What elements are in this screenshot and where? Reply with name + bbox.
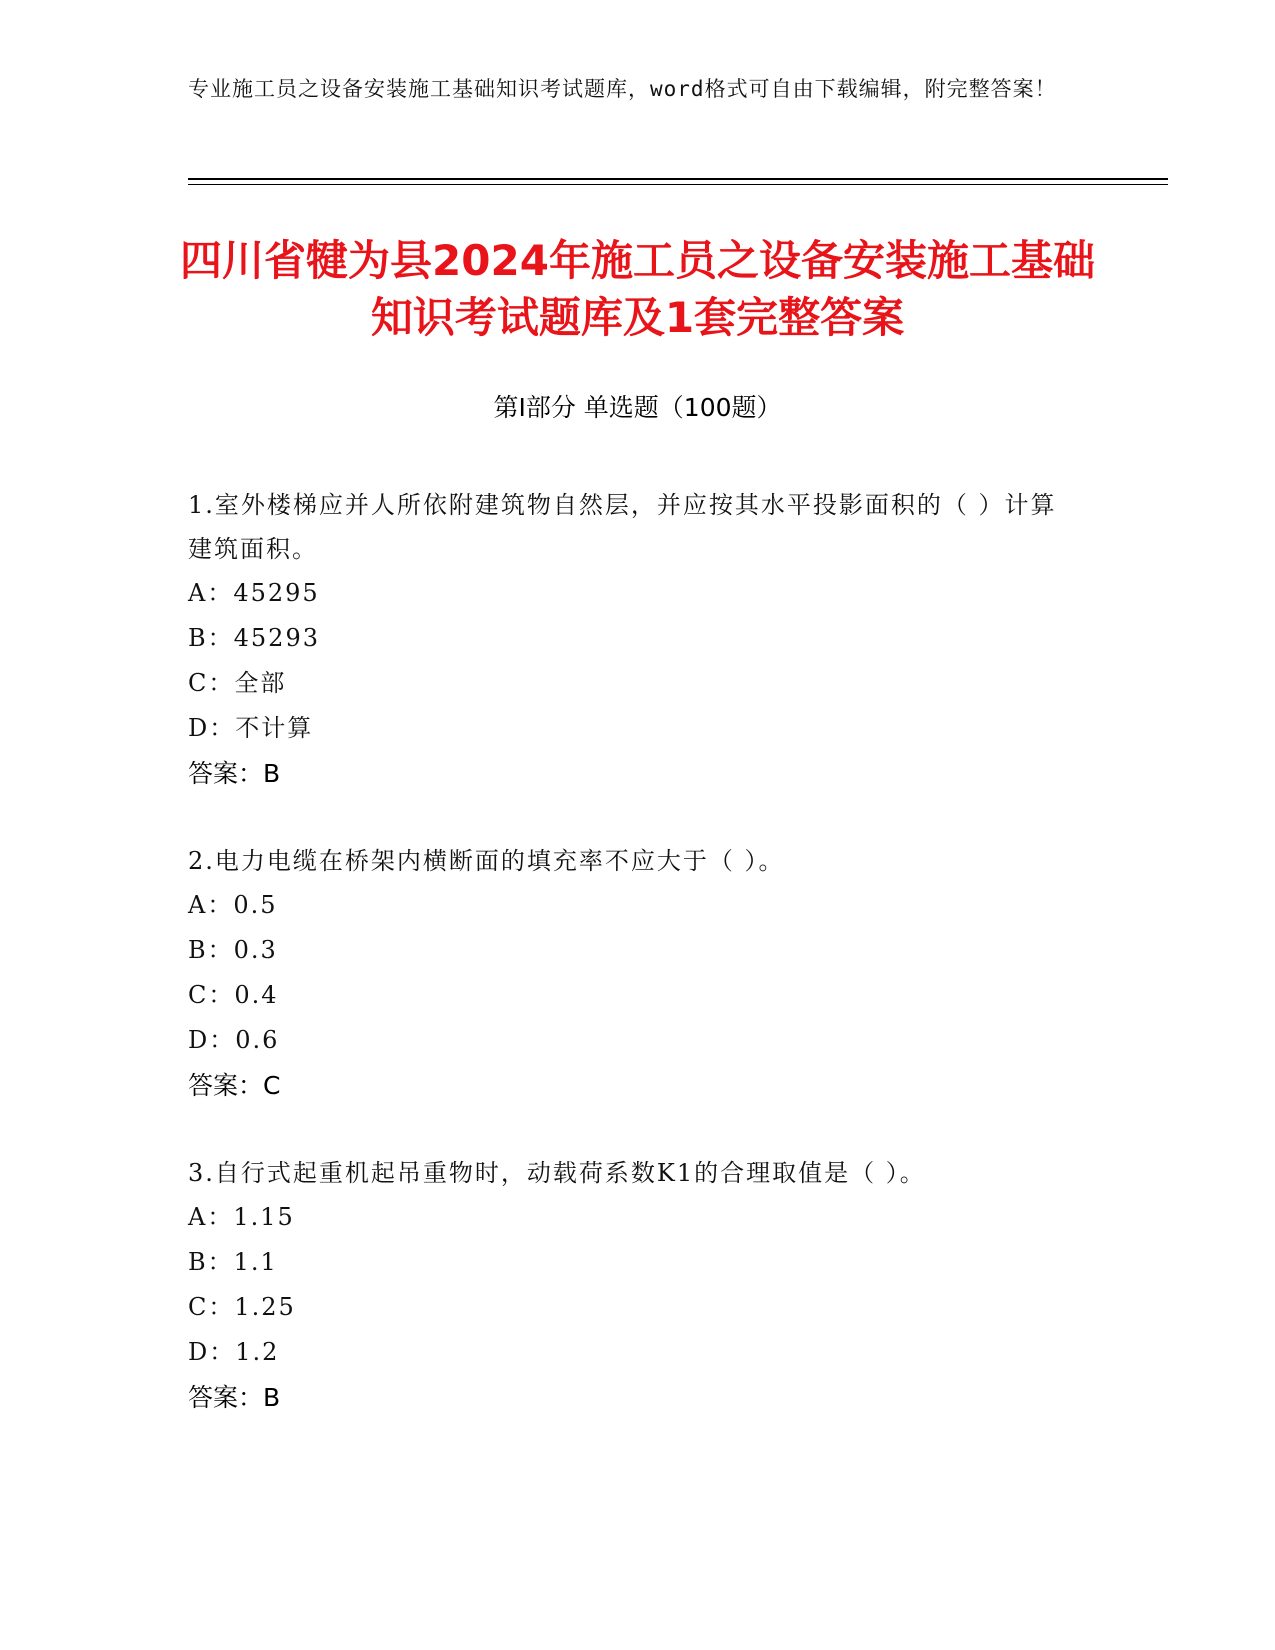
option-d: D：不计算	[188, 714, 314, 742]
question-list	[188, 483, 1068, 1420]
option-a: A：45295	[188, 579, 320, 607]
header-divider-thin	[188, 184, 1168, 185]
option-b: B：45293	[188, 624, 320, 652]
option-c: C：全部	[188, 669, 287, 697]
option-d: D：0.6	[188, 1026, 280, 1054]
question-stem: 2.电力电缆在桥架内横断面的填充率不应大于（ ）。	[188, 847, 785, 875]
option-c: C：0.4	[188, 981, 279, 1009]
header-note: 专业施工员之设备安装施工基础知识考试题库，word格式可自由下载编辑，附完整答案！	[188, 77, 1057, 101]
question-spacer	[188, 796, 1068, 839]
option-d: D：1.2	[188, 1338, 280, 1366]
question-stem: 1.室外楼梯应并人所依附建筑物自然层，并应按其水平投影面积的（ ）计算建筑面积。	[188, 491, 1057, 563]
option-c: C：1.25	[188, 1293, 296, 1321]
answer-line: 答案：B	[188, 759, 281, 788]
answer-line: 答案：C	[188, 1071, 281, 1100]
question-2	[188, 839, 1068, 1108]
option-a: A：0.5	[188, 891, 278, 919]
question-spacer	[188, 1108, 1068, 1151]
option-a: A：1.15	[188, 1203, 295, 1231]
document-title: 四川省犍为县2024年施工员之设备安装施工基础知识考试题库及1套完整答案	[180, 236, 1095, 342]
question-1	[188, 483, 1068, 796]
option-b: B：1.1	[188, 1248, 278, 1276]
question-3	[188, 1151, 1068, 1420]
option-b: B：0.3	[188, 936, 278, 964]
section-heading: 第Ⅰ部分 单选题（100题）	[493, 393, 782, 422]
question-stem: 3.自行式起重机起吊重物时，动载荷系数K1的合理取值是（ ）。	[188, 1159, 926, 1187]
answer-line: 答案：B	[188, 1383, 281, 1412]
header-divider-thick	[188, 178, 1168, 180]
